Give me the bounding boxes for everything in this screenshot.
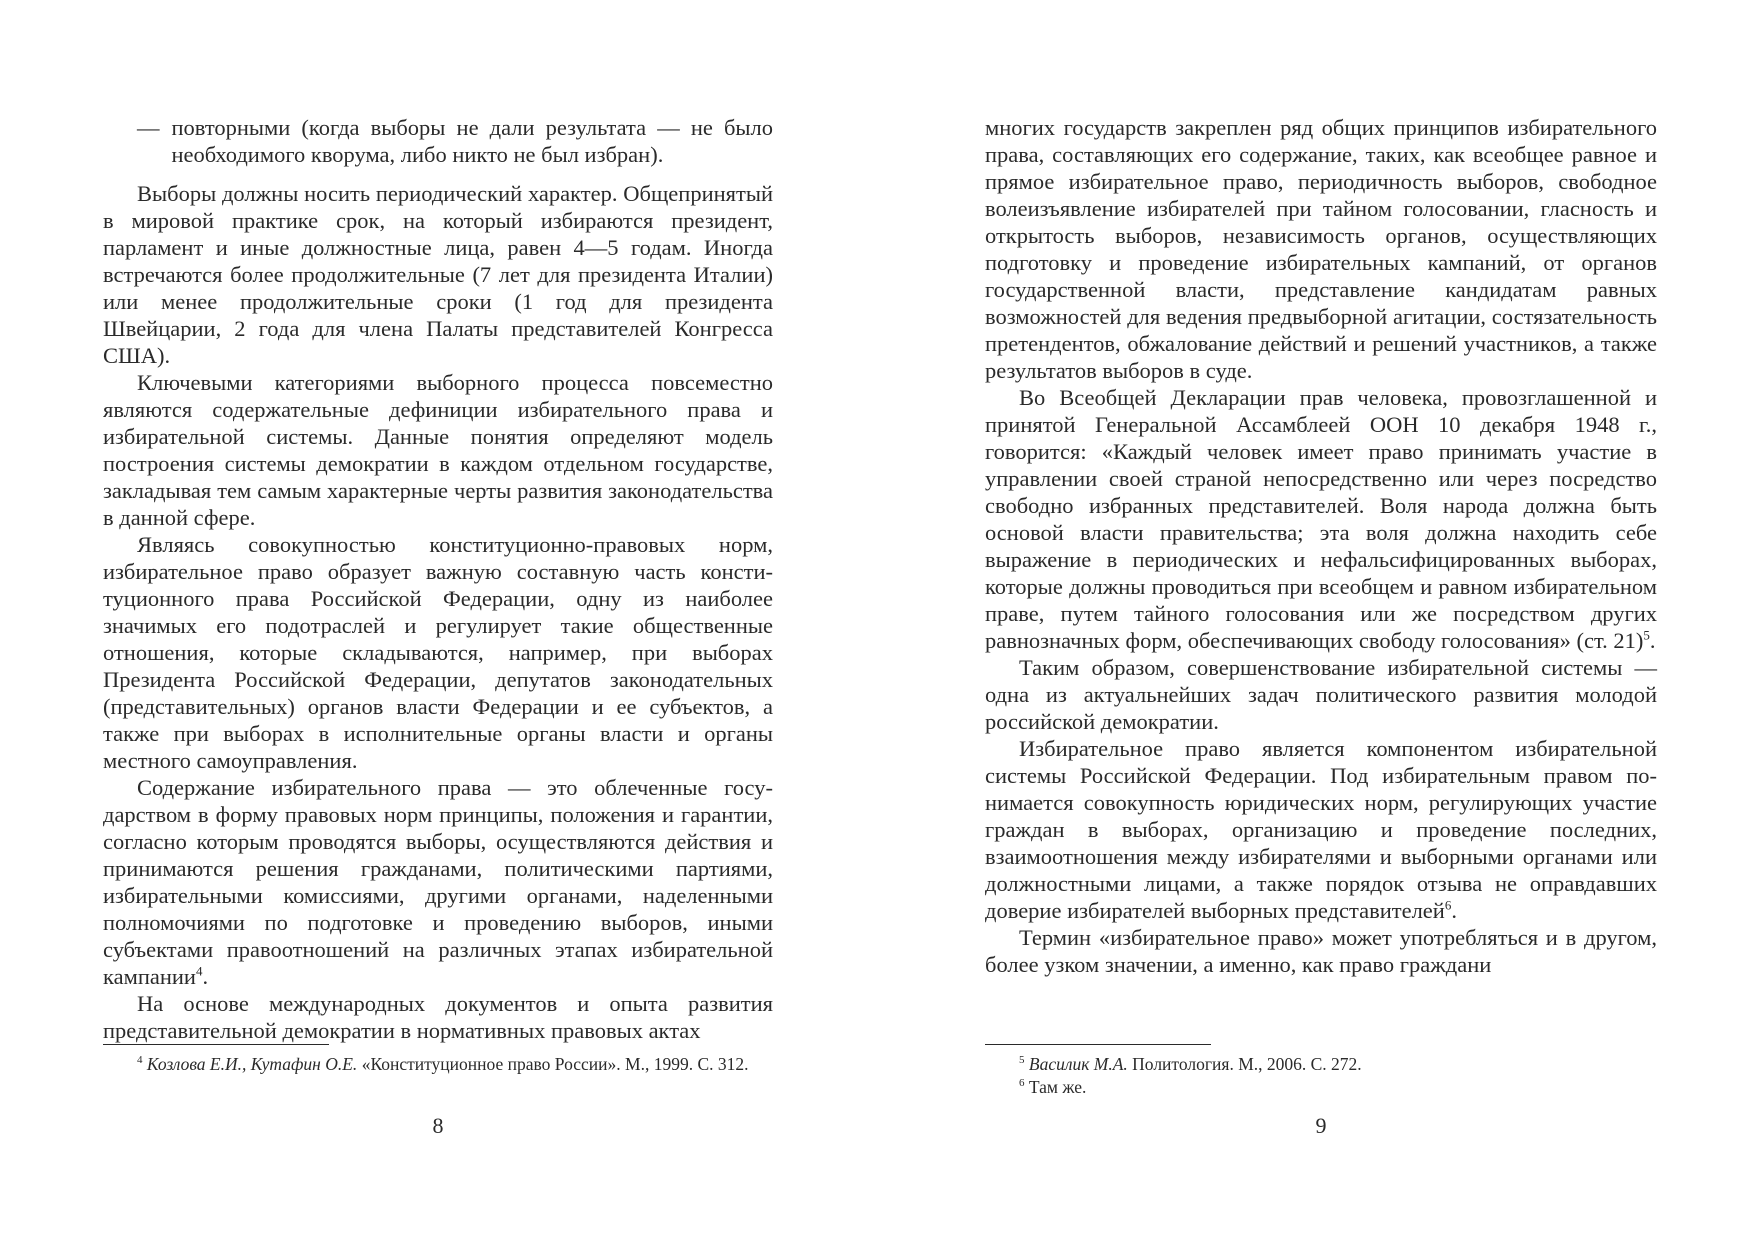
dash-item-text: повторными (когда выборы не дали результата — не было необходимого кворума, либо никто не был избран). xyxy=(171,115,773,167)
paragraph-with-note xyxy=(103,774,773,990)
footnote xyxy=(985,1076,1657,1099)
right-page xyxy=(878,0,1755,1240)
left-page-body xyxy=(103,114,773,1044)
paragraph-continuation: многих государств закреплен ряд общих принципов избирательного права, составляющих его содержание, таких, как всеобщее равное и прямое избирательное право, периодичность выборов, свободное волеизъявление избирателей при тайном голосовании, гласность и открытость выборов, независимость органов, осуществляющих подготовку и проведение избирательных кампаний, от органов государственной власти, представление кандидатам равных возможностей для ведения предвыборной агитации, состязательность претендентов, обжалование действий и решений участников, а также результатов выборов в суде. xyxy=(985,115,1657,383)
paragraph: Таким образом, совершенствование избирательной системы — одна из актуальнейших задач политического развития молодой российской демократии. xyxy=(985,655,1657,734)
footnote-number: 5 xyxy=(1019,1054,1025,1067)
paragraph-with-note xyxy=(985,384,1657,654)
paragraph-text: Во Всеобщей Декларации прав человека, провозглашенной и принятой Генеральной Ассамблеей ООН 10 декабря 1948 г., говорится: «Каждый человек имеет право принимать участие в управлении своей страной непосредственно или через посредство свободно избранных представителей. Воля народа должна быть основой власти правительства; эта воля должна находить себе выражение в периодических и нефальсифицированных выборах, которые должны проводиться при всеобщем и равном избирательном праве, путем тайного голосования или же посредством других равнозначных форм, обеспечивающих свободу голосования» (ст. 21) xyxy=(985,385,1657,653)
footnote xyxy=(985,1053,1657,1076)
footnote-number: 4 xyxy=(137,1054,143,1067)
footnotes xyxy=(985,1053,1657,1099)
dash-list-item xyxy=(103,114,773,168)
paragraph-end: . xyxy=(1649,628,1656,653)
paragraph: Ключевыми категориями выборного процесса повсеместно являются содержательные дефиниции избирательного права и избирательной системы. Данные понятия определяют модель построения системы демократии в каждом отдельном государстве, закладывая тем самым характерные черты развития законодательства в данной сфере. xyxy=(103,370,773,530)
paragraph-end: . xyxy=(1451,898,1457,923)
footnote-separator xyxy=(985,1044,1211,1045)
footnote-text: Политология. М., 2006. С. 272. xyxy=(1132,1054,1362,1074)
footnote-text: «Конституционное право России». М., 1999. С. 312. xyxy=(361,1054,749,1074)
paragraph-text: Избирательное право является компонентом избирательной системы Российской Федерации. Под избирательным правом понимается совокупность юридических норм, регулирующих участие граждан в выборах, организацию и проведение последних, взаимоотношения между избирателями и выборными органами или должностными лицами, а также порядок отзыва не оправдавших доверие избирателей выборных представителей xyxy=(985,736,1657,923)
footnote-reference: 6 xyxy=(1444,897,1452,913)
page-number: 9 xyxy=(1315,1113,1327,1138)
footnotes xyxy=(103,1053,773,1076)
footnote-number: 6 xyxy=(1019,1077,1025,1090)
footnote-author: Козлова Е.И., Кутафин О.Е. xyxy=(146,1054,358,1074)
paragraph-text: Содержание избирательного права — это облеченные государством в форму правовых норм принципы, положения и гарантии, согласно которым проводятся выборы, осуществляются действия и принимаются решения гражданами, политическими партиями, избирательными комиссиями, другими органами, наделенными полномочиями по подготовке и проведению выборов, иными субъектами правоотношений на различных этапах избирательной кампании xyxy=(103,775,773,989)
paragraph-with-note xyxy=(985,735,1657,924)
paragraph: Являясь совокупностью конституционно-правовых норм, избирательное право образует важную составную часть конституционного права Российской Федерации, одну из наиболее значимых его подотраслей и регулирует такие общественные отношения, которые складываются, например, при выборах Президента Российской Федерации, депутатов законодательных (представительных) органов власти Федерации и ее субъектов, а также при выборах в исполнительные органы власти и органы местного самоуправления. xyxy=(103,532,773,773)
paragraph: Выборы должны носить периодический характер. Общепринятый в мировой практике срок, на который избираются президент, парламент и иные должностные лица, равен 4—5 годам. Иногда встречаются более продолжительные (7 лет для президента Италии) или менее продолжительные сроки (1 год для президента Швейцарии, 2 года для члена Палаты представителей Конгресса США). xyxy=(103,181,773,368)
footnote-text: Там же. xyxy=(1028,1077,1087,1097)
left-page xyxy=(0,0,877,1240)
dash-mark: — xyxy=(137,115,160,140)
right-page-body xyxy=(985,114,1657,978)
paragraph: Термин «избирательное право» может употребляться и в другом, более узком значении, а именно, как право граждани xyxy=(985,925,1657,977)
footnote-author: Василик М.А. xyxy=(1028,1054,1128,1074)
footnote-reference: 4 xyxy=(195,963,203,979)
paragraph-end: . xyxy=(202,964,209,989)
footnote-reference: 5 xyxy=(1643,627,1650,643)
paragraph: На основе международных документов и опыта развития представительной демократии в нормативных правовых актах xyxy=(103,991,773,1043)
footnote-separator xyxy=(103,1044,329,1045)
page-number: 8 xyxy=(432,1113,444,1138)
footnote xyxy=(103,1053,773,1076)
